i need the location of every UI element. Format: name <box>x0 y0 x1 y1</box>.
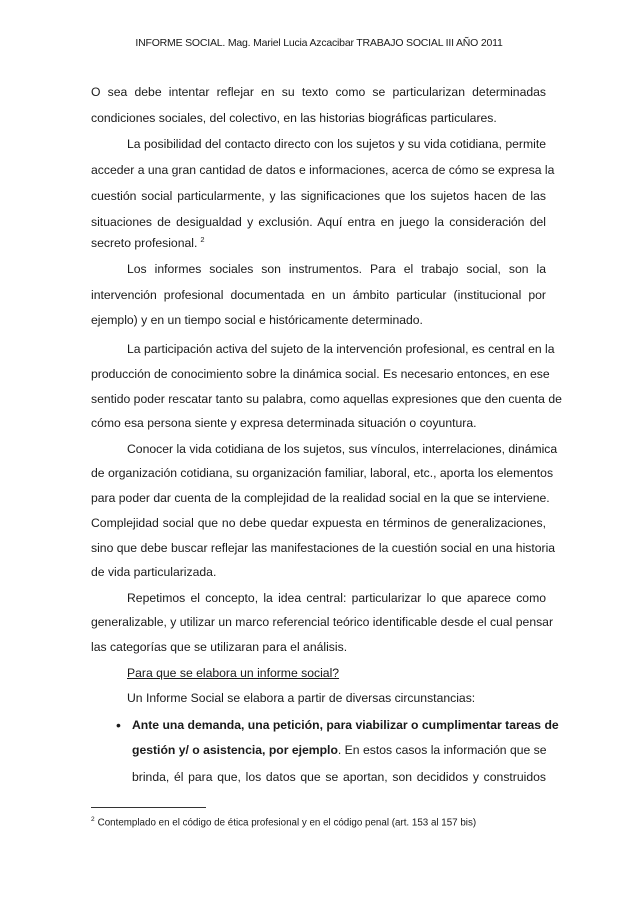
bullet-icon: • <box>116 717 121 733</box>
text-line: cuestión social particularmente, y las significaciones que los sujetos hacen de las <box>91 189 546 203</box>
text-line: cómo esa persona siente y expresa determinada situación o coyuntura. <box>91 416 477 430</box>
text-line: Repetimos el concepto, la idea central: particularizar lo que aparece como <box>127 591 546 605</box>
text-line: sino que debe buscar reflejar las manifestaciones de la cuestión social en una historia <box>91 541 556 555</box>
text-line: condiciones sociales, del colectivo, en las historias biográficas particulares. <box>91 111 497 125</box>
text-line: O sea debe intentar reflejar en su texto como se particularizan determinadas <box>91 85 546 99</box>
text-line: las categorías que se utilizaran para el análisis. <box>91 640 348 654</box>
text-line: generalizable, y utilizar un marco referencial teórico identificable desde el cual pensar <box>91 615 554 629</box>
text-line: ejemplo) y en un tiempo social e históricamente determinado. <box>91 313 423 327</box>
text-line: para poder dar cuenta de la complejidad de la realidad social en la que se interviene. <box>91 491 550 505</box>
text-fragment: secreto profesional. <box>91 236 198 251</box>
section-subheading <box>91 665 546 681</box>
text-line: producción de conocimiento sobre la dinámica social. Es necesario entonces, en ese <box>91 367 550 381</box>
bullet-line: brinda, él para que, los datos que se aportan, son decididos y construidos <box>132 770 546 784</box>
page-header: INFORME SOCIAL. Mag. Mariel Lucia Azcacibar TRABAJO SOCIAL III AÑO 2011 <box>135 37 503 49</box>
footnote <box>91 816 476 828</box>
bullet-bold-text: gestión y/ o asistencia, por ejemplo <box>132 743 338 757</box>
text-line: acceder a una gran cantidad de datos e informaciones, acerca de cómo se expresa la <box>91 163 555 177</box>
footnote-ref: 2 <box>200 235 205 244</box>
text-line: de organización cotidiana, su organización familiar, laboral, etc., aporta los elementos <box>91 466 554 480</box>
text-line: Conocer la vida cotidiana de los sujetos, sus vínculos, interrelaciones, dinámica <box>127 442 558 456</box>
text-line: La participación activa del sujeto de la intervención profesional, es central en la <box>127 342 555 356</box>
text-line: sentido poder rescatar tanto su palabra, como aquellas expresiones que den cuenta de <box>91 392 562 406</box>
text-line: de vida particularizada. <box>91 565 217 579</box>
bullet-text: . En estos casos la información que se <box>337 743 547 757</box>
footnote-number: 2 <box>91 816 95 823</box>
footnote-separator <box>91 807 206 808</box>
text-line: La posibilidad del contacto directo con los sujetos y su vida cotidiana, permite <box>127 137 546 151</box>
bullet-line <box>132 742 546 758</box>
text-line: Un Informe Social se elabora a partir de diversas circunstancias: <box>127 691 476 705</box>
text-line: situaciones de desigualdad y exclusión. Aquí entra en juego la consideración del <box>91 215 546 229</box>
text-line: Los informes sociales son instrumentos. Para el trabajo social, son la <box>127 262 546 276</box>
text-line <box>91 232 546 251</box>
bullet-line: Ante una demanda, una petición, para viabilizar o cumplimentar tareas de <box>132 718 559 732</box>
subheading-text: Para que se elabora un informe social? <box>127 666 340 680</box>
text-line: intervención profesional documentada en un ámbito particular (institucional por <box>91 288 546 302</box>
text-line: Complejidad social que no debe quedar expuesta en términos de generalizaciones, <box>91 516 546 530</box>
footnote-text: Contemplado en el código de ética profesional y en el código penal (art. 153 al 157 bis) <box>97 817 477 829</box>
